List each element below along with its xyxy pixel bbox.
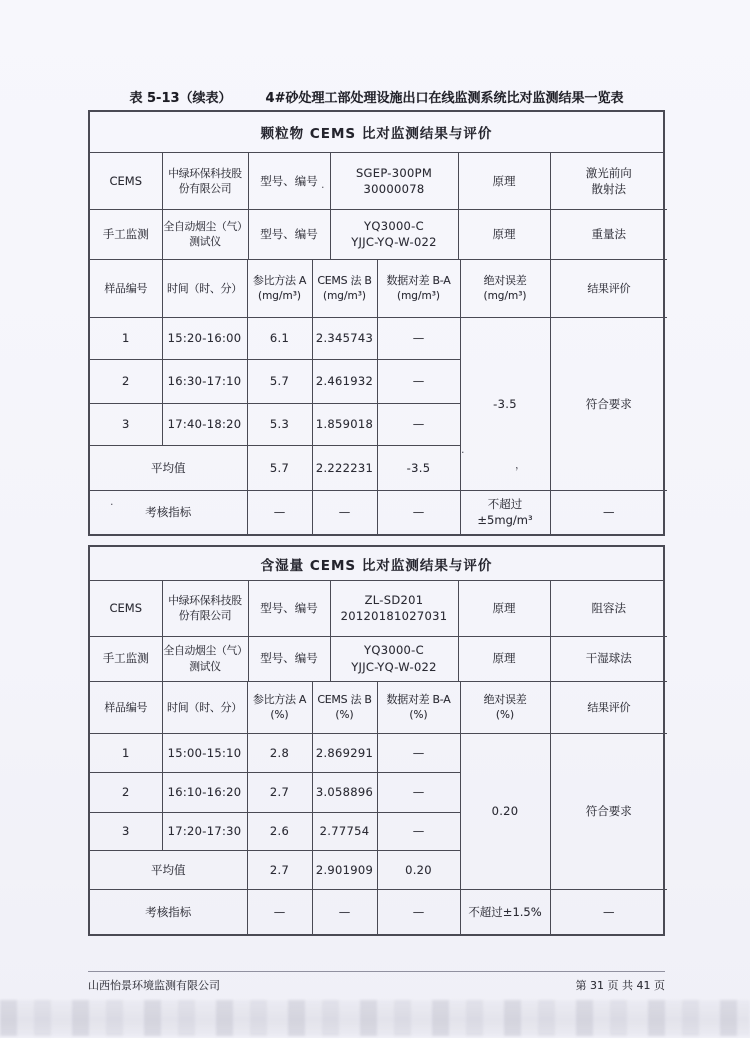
device-type-cell: CEMS: [90, 153, 162, 209]
model-label-cell: 型号、编号: [248, 153, 330, 209]
principle-value-cell: [550, 153, 667, 209]
principle-line: 散射法: [591, 181, 626, 196]
scan-artifact: ，: [515, 458, 526, 471]
time-cell: 17:40-18:20: [162, 404, 247, 446]
difference-cell: —: [377, 360, 460, 404]
header-unit: (mg/m³): [396, 289, 441, 302]
page-footer: [88, 977, 665, 993]
footer-company: 山西怡景环境监测有限公司: [88, 979, 220, 992]
difference-cell: —: [377, 404, 460, 446]
cems-value-cell: 2.77754: [312, 813, 377, 851]
table-title: 含湿量 CEMS 比对监测结果与评价: [90, 547, 663, 581]
col-header-reference-method: [247, 682, 312, 734]
average-cems-cell: 2.222231: [312, 446, 377, 491]
principle-label-cell: 原理: [458, 209, 550, 259]
header-unit: (mg/m³): [483, 289, 527, 302]
assessment-difference-cell: —: [377, 491, 460, 534]
assessment-row: [90, 491, 667, 534]
model-value-cell: [330, 153, 458, 209]
absolute-error-merged-cell: -3.5: [460, 318, 550, 491]
model-line: SGEP-300PM: [355, 165, 433, 180]
sample-no-cell: 1: [90, 734, 162, 773]
manufacturer-cell: [162, 581, 248, 636]
col-header-result-evaluation: [550, 260, 667, 318]
assessment-limit-cell: 不超过±1.5%: [460, 890, 550, 934]
model-line: 20120181027031: [340, 609, 448, 624]
principle-line: 重量法: [591, 226, 626, 241]
difference-cell: —: [377, 318, 460, 360]
principle-label-cell: 原理: [458, 581, 550, 636]
header-unit: (%): [409, 708, 428, 721]
assessment-label-cell: 考核指标: [90, 890, 247, 934]
average-reference-cell: 2.7: [247, 851, 312, 890]
col-header-data-difference: [377, 260, 460, 318]
model-value-cell: [330, 636, 458, 681]
principle-line: 阻容法: [591, 601, 626, 616]
manufacturer-cell: [162, 153, 248, 209]
model-line: YQ3000-C: [364, 218, 424, 233]
time-cell: 15:20-16:00: [162, 318, 247, 360]
cems-value-cell: 2.869291: [312, 734, 377, 773]
reference-value-cell: 2.6: [247, 813, 312, 851]
reference-value-cell: 5.3: [247, 404, 312, 446]
cems-value-cell: 2.345743: [312, 318, 377, 360]
sample-no-cell: 2: [90, 360, 162, 404]
time-cell: 16:30-17:10: [162, 360, 247, 404]
average-reference-cell: 5.7: [247, 446, 312, 491]
col-header-time: [162, 260, 247, 318]
assessment-difference-cell: —: [377, 890, 460, 934]
principle-label-cell: 原理: [458, 153, 550, 209]
difference-cell: —: [377, 813, 460, 851]
column-header-row: [90, 682, 667, 734]
header-unit: (%): [495, 708, 515, 721]
principle-value-cell: [550, 209, 667, 259]
average-difference-cell: -3.5: [377, 446, 460, 491]
manufacturer-line: 份有限公司: [178, 609, 232, 623]
model-label-cell: 型号、编号: [248, 636, 330, 681]
device-row-manual: [90, 209, 667, 259]
reference-value-cell: 2.7: [247, 773, 312, 813]
manufacturer-line: 全自动烟尘（气）: [163, 644, 248, 658]
model-value-cell: [330, 581, 458, 636]
model-line: 30000078: [363, 181, 425, 196]
device-row-cems: [90, 153, 667, 209]
header-line: 参比方法 A: [252, 693, 307, 707]
difference-cell: —: [377, 773, 460, 813]
assessment-row: [90, 890, 667, 934]
model-label-cell: 型号、编号: [248, 209, 330, 259]
principle-value-cell: [550, 636, 667, 681]
average-cems-cell: 2.901909: [312, 851, 377, 890]
average-difference-cell: 0.20: [377, 851, 460, 890]
col-header-absolute-error: [460, 682, 550, 734]
assessment-cems-cell: —: [312, 491, 377, 534]
sample-no-cell: 1: [90, 318, 162, 360]
time-cell: 16:10-16:20: [162, 773, 247, 813]
manufacturer-line: 测试仪: [189, 659, 221, 673]
header-line: 样品编号: [104, 700, 148, 714]
col-header-reference-method: [247, 260, 312, 318]
header-line: CEMS 法 B: [317, 693, 372, 707]
device-info-table: [90, 581, 667, 682]
model-line: YJJC-YQ-W-022: [351, 235, 437, 249]
model-line: ZL-SD201: [364, 593, 424, 608]
table-title: 颗粒物 CEMS 比对监测结果与评价: [90, 112, 663, 153]
data-row: [90, 734, 667, 773]
manufacturer-line: 测试仪: [189, 235, 221, 248]
manufacturer-cell: [162, 209, 248, 259]
model-label-cell: 型号、编号: [248, 581, 330, 636]
document-caption: [88, 87, 665, 106]
header-line: 结果评价: [587, 281, 631, 295]
header-line: CEMS 法 B: [317, 274, 372, 288]
reference-value-cell: 5.7: [247, 360, 312, 404]
principle-line: 干湿球法: [585, 651, 632, 666]
reference-value-cell: 2.8: [247, 734, 312, 773]
header-line: 时间（时、分）: [167, 700, 242, 714]
device-info-table: [90, 153, 667, 260]
header-line: 时间（时、分）: [167, 281, 242, 295]
reference-value-cell: 6.1: [247, 318, 312, 360]
scan-artifact: ·: [110, 498, 114, 511]
header-line: 结果评价: [587, 700, 631, 714]
model-line: YJJC-YQ-W-022: [351, 659, 437, 674]
col-header-time: [162, 682, 247, 734]
scan-noise-band: [0, 1000, 750, 1036]
manufacturer-line: 中绿环保科技股: [168, 166, 242, 180]
cems-value-cell: 3.058896: [312, 773, 377, 813]
cems-value-cell: 1.859018: [312, 404, 377, 446]
average-label-cell: 平均值: [90, 446, 247, 491]
col-header-sample-no: [90, 260, 162, 318]
model-line: YQ3000-C: [364, 643, 424, 658]
scan-artifact: .: [321, 178, 325, 191]
sample-no-cell: 3: [90, 813, 162, 851]
manufacturer-line: 中绿环保科技股: [168, 594, 242, 608]
header-line: 样品编号: [104, 281, 148, 295]
col-header-sample-no: [90, 682, 162, 734]
assessment-limit-cell: 不超过±5mg/m³: [460, 491, 550, 534]
column-header-row: [90, 260, 667, 318]
footer-rule: [88, 971, 665, 972]
header-line: 数据对差 B-A: [386, 693, 451, 707]
pm-cems-table: [88, 110, 665, 536]
difference-cell: —: [377, 734, 460, 773]
absolute-error-merged-cell: 0.20: [460, 734, 550, 890]
header-unit: (mg/m³): [257, 289, 302, 302]
assessment-reference-cell: —: [247, 491, 312, 534]
device-type-cell: 手工监测: [90, 209, 162, 259]
model-value-cell: [330, 209, 458, 259]
data-row: [90, 318, 667, 360]
assessment-cems-cell: —: [312, 890, 377, 934]
assessment-result-cell: —: [550, 890, 667, 934]
assessment-reference-cell: —: [247, 890, 312, 934]
moisture-cems-table: [88, 545, 665, 936]
result-merged-cell: 符合要求: [550, 318, 667, 491]
header-line: 参比方法 A: [252, 274, 307, 288]
header-unit: (mg/m³): [322, 289, 367, 302]
device-type-cell: 手工监测: [90, 636, 162, 681]
header-unit: (%): [335, 708, 354, 721]
manufacturer-cell: [162, 636, 248, 681]
average-label-cell: 平均值: [90, 851, 247, 890]
manufacturer-line: 份有限公司: [178, 181, 232, 195]
device-type-cell: CEMS: [90, 581, 162, 636]
header-line: 绝对误差: [483, 274, 527, 288]
principle-value-cell: [550, 581, 667, 636]
device-row-cems: [90, 581, 667, 636]
assessment-label-cell: 考核指标: [90, 491, 247, 534]
time-cell: 15:00-15:10: [162, 734, 247, 773]
manufacturer-line: 全自动烟尘（气）: [163, 219, 248, 233]
col-header-result-evaluation: [550, 682, 667, 734]
principle-line: 激光前向: [585, 165, 632, 180]
caption-title: 4#砂处理工部处理设施出口在线监测系统比对监测结果一览表: [265, 91, 624, 106]
footer-page-info: 第 31 页 共 41 页: [575, 979, 665, 992]
sample-no-cell: 2: [90, 773, 162, 813]
col-header-cems-method: [312, 260, 377, 318]
scan-artifact: ·: [461, 446, 465, 459]
results-table: [90, 260, 667, 534]
sample-no-cell: 3: [90, 404, 162, 446]
header-line: 数据对差 B-A: [386, 274, 451, 288]
cems-value-cell: 2.461932: [312, 360, 377, 404]
time-cell: 17:20-17:30: [162, 813, 247, 851]
result-merged-cell: 符合要求: [550, 734, 667, 890]
col-header-data-difference: [377, 682, 460, 734]
col-header-cems-method: [312, 682, 377, 734]
caption-table-number: 表 5-13（续表）: [129, 91, 232, 106]
col-header-absolute-error: [460, 260, 550, 318]
header-unit: (%): [270, 708, 289, 721]
results-table: [90, 682, 667, 934]
assessment-result-cell: —: [550, 491, 667, 534]
header-line: 绝对误差: [483, 693, 527, 707]
device-row-manual: [90, 636, 667, 681]
principle-label-cell: 原理: [458, 636, 550, 681]
